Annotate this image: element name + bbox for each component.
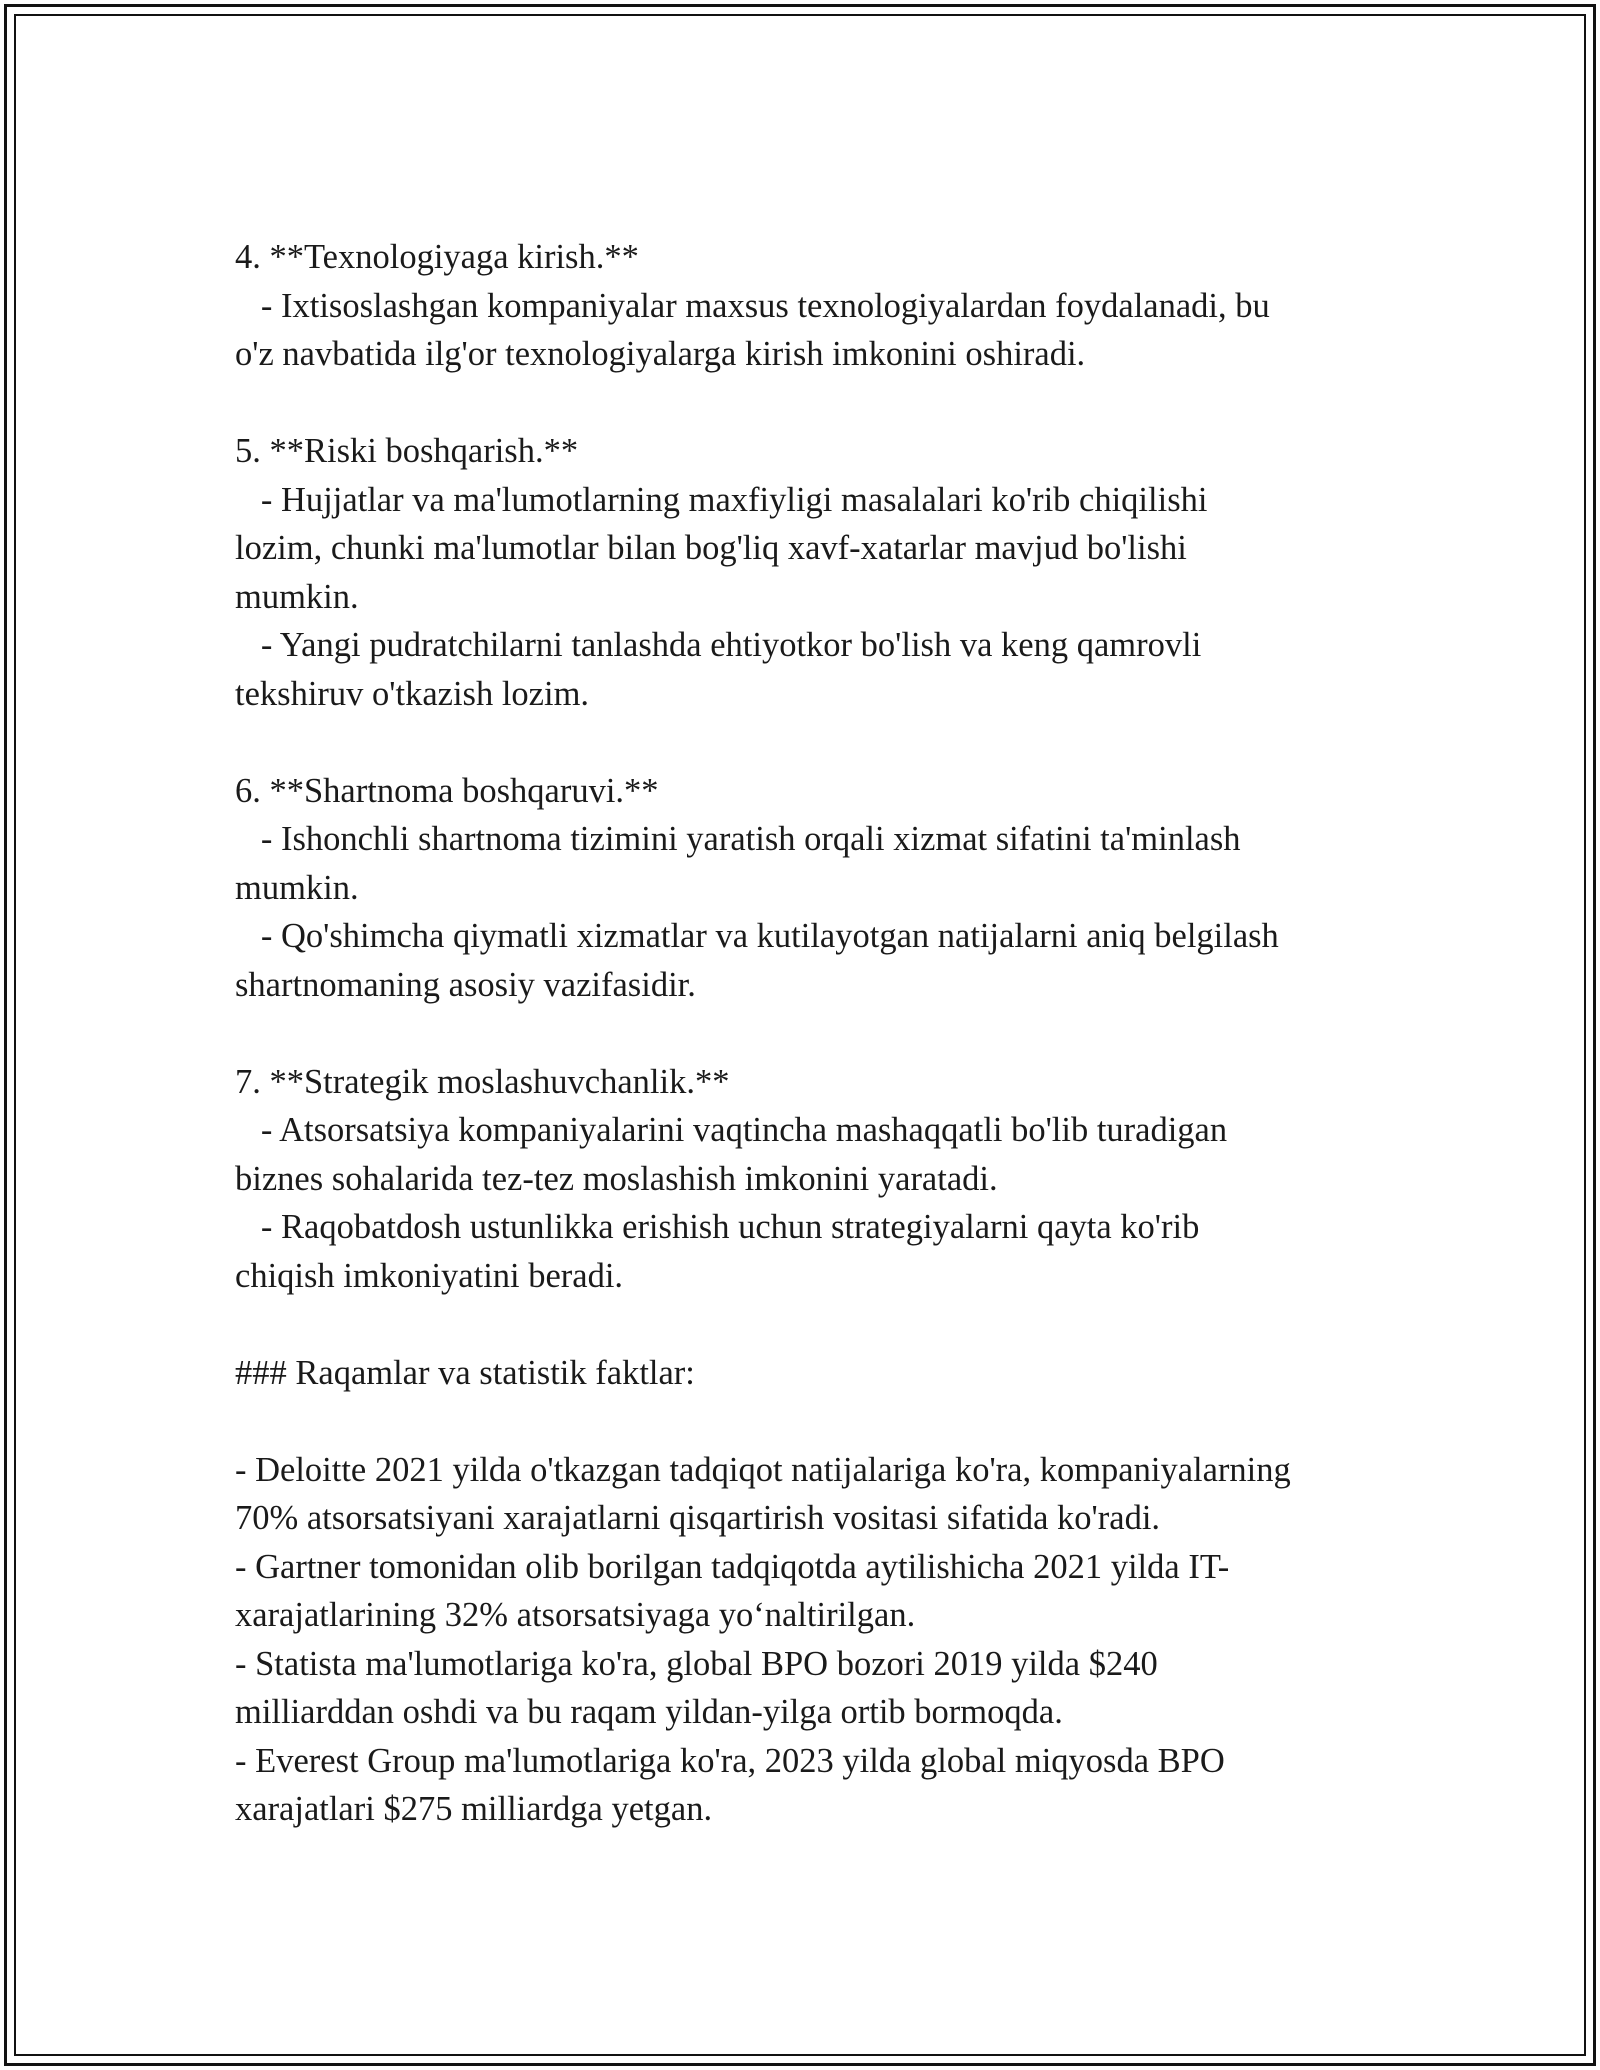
bullet-line: - Hujjatlar va ma'lumotlarning maxfiyligi masalalari ko'rib chiqilishi <box>235 480 1208 519</box>
stat-line: milliarddan oshdi va bu raqam yildan-yilga ortib bormoqda. <box>235 1693 1063 1731</box>
stat-line: xarajatlari $275 milliardga yetgan. <box>235 1790 713 1828</box>
stats-heading: ### Raqamlar va statistik faktlar: <box>235 1353 695 1392</box>
bullet-line: - Ishonchli shartnoma tizimini yaratish orqali xizmat sifatini ta'minlash <box>235 820 1241 858</box>
bullet-line: o'z navbatida ilg'or texnologiyalarga kirish imkonini oshiradi. <box>235 335 1086 373</box>
stat-line: - Gartner tomonidan olib borilgan tadqiqotda aytilishicha 2021 yilda IT- <box>235 1547 1230 1586</box>
bullet-line: - Atsorsatsiya kompaniyalarini vaqtincha mashaqqatli bo'lib turadigan <box>235 1111 1228 1149</box>
stat-line: - Deloitte 2021 yilda o'tkazgan tadqiqot natijalariga ko'ra, kompaniyalarning <box>235 1450 1291 1489</box>
bullet-line: tekshiruv o'tkazish lozim. <box>235 674 590 713</box>
paragraph-gap <box>235 1009 1395 1058</box>
bullet-line: mumkin. <box>235 577 359 616</box>
bullet-line: biznes sohalarida tez-tez moslashish imkonini yaratadi. <box>235 1159 998 1198</box>
paragraph-gap <box>235 1397 1395 1446</box>
stat-line: xarajatlarining 32% atsorsatsiyaga yoʻnaltirilgan. <box>235 1596 916 1634</box>
bullet-line: shartnomaning asosiy vazifasidir. <box>235 965 696 1004</box>
bullet-line: mumkin. <box>235 868 359 907</box>
bullet-line: - Raqobatdosh ustunlikka erishish uchun strategiyalarni qayta ko'rib <box>235 1208 1200 1246</box>
bullet-line: lozim, chunki ma'lumotlar bilan bog'liq xavf-xatarlar mavjud bo'lishi <box>235 529 1187 567</box>
section-heading: 4. **Texnologiyaga kirish.** <box>235 238 639 276</box>
paragraph-gap <box>235 379 1395 428</box>
bullet-line: chiqish imkoniyatini beradi. <box>235 1256 624 1295</box>
stat-line: - Everest Group ma'lumotlariga ko'ra, 2023 yilda global miqyosda BPO <box>235 1741 1225 1780</box>
bullet-line: - Ixtisoslashgan kompaniyalar maxsus texnologiyalardan foydalanadi, bu <box>235 286 1270 325</box>
bullet-line: - Yangi pudratchilarni tanlashda ehtiyotkor bo'lish va keng qamrovli <box>235 626 1202 664</box>
document-body <box>235 233 1395 1834</box>
paragraph-gap <box>235 718 1395 767</box>
section-heading: 6. **Shartnoma boshqaruvi.** <box>235 771 659 810</box>
stat-line: 70% atsorsatsiyani xarajatlarni qisqartirish vositasi sifatida ko'radi. <box>235 1499 1161 1537</box>
section-heading: 5. **Riski boshqarish.** <box>235 432 579 470</box>
paragraph-gap <box>235 1300 1395 1349</box>
section-heading: 7. **Strategik moslashuvchanlik.** <box>235 1062 730 1101</box>
stat-line: - Statista ma'lumotlariga ko'ra, global BPO bozori 2019 yilda $240 <box>235 1644 1158 1683</box>
bullet-line: - Qo'shimcha qiymatli xizmatlar va kutilayotgan natijalarni aniq belgilash <box>235 917 1279 955</box>
